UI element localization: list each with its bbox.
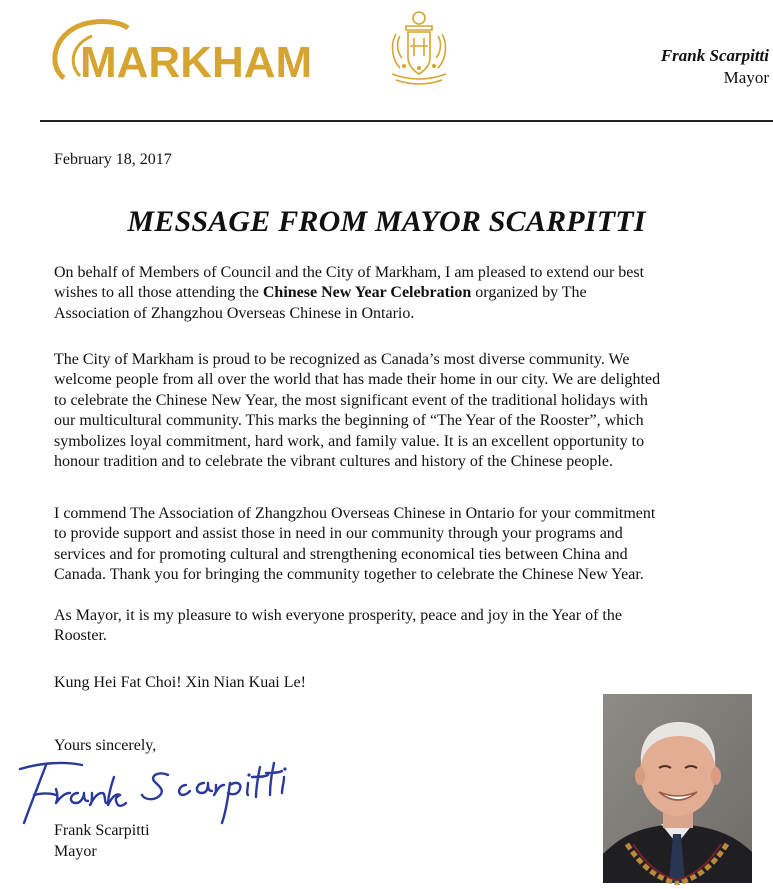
- paragraph-line: On behalf of Members of Council and the City of Markham, I am pleased to extend our best: [54, 264, 645, 281]
- signature-name: Frank Scarpitti: [54, 822, 150, 839]
- paragraph-line: I commend The Association of Zhangzhou Overseas Chinese in Ontario for your commitment: [54, 505, 656, 522]
- paragraph-line: The City of Markham is proud to be recognized as Canada’s most diverse community. We: [54, 351, 630, 368]
- paragraph-line: to celebrate the Chinese New Year, the most significant event of the traditional holidays with: [54, 391, 648, 409]
- mayor-portrait-photo: [603, 694, 752, 883]
- paragraph-line: Canada. Thank you for bringing the community together to celebrate the Chinese New Year.: [54, 566, 644, 584]
- paragraph-line: Rooster.: [54, 627, 107, 645]
- paragraph-line: to provide support and assist those in need in our community through your programs and: [54, 525, 623, 543]
- paragraph-line: Association of Zhangzhou Overseas Chinese in Ontario.: [54, 304, 415, 322]
- letter-closing: Yours sincerely,: [54, 737, 157, 754]
- letter-date: February 18, 2017: [54, 151, 172, 168]
- signature-image: [16, 755, 286, 827]
- paragraph-line: [54, 283, 734, 303]
- paragraph-line: our multicultural community. This marks the beginning of “The Year of the Rooster”, which: [54, 412, 644, 430]
- header-mayor-title: Mayor: [723, 68, 769, 87]
- letter-heading: MESSAGE FROM MAYOR SCARPITTI: [127, 205, 646, 238]
- header-mayor-name: Frank Scarpitti: [660, 46, 769, 65]
- markham-logo: [50, 16, 313, 87]
- paragraph-line: services and for promoting cultural and strengthening economical ties between China and: [54, 545, 628, 563]
- event-name: Chinese New Year Celebration: [262, 284, 472, 302]
- text-run: wishes to all those attending the: [54, 284, 263, 302]
- paragraph-line: welcome people from all over the world that has made their home in our city. We are delighted: [54, 371, 661, 389]
- logo-wordmark: MARKHAM: [80, 38, 313, 87]
- paragraph-line: Kung Hei Fat Choi! Xin Nian Kuai Le!: [54, 674, 306, 691]
- text-run: organized by The: [471, 284, 587, 302]
- paragraph-line: honour tradition and to celebrate the vibrant cultures and history of the Chinese people.: [54, 453, 613, 471]
- signature-title: Mayor: [54, 843, 97, 860]
- paragraph-line: symbolizes loyal commitment, hard work, and family value. It is an excellent opportunity to: [54, 432, 645, 450]
- paragraph-2: [54, 350, 734, 472]
- paragraph-line: As Mayor, it is my pleasure to wish everyone prosperity, peace and joy in the Year of the: [54, 607, 622, 624]
- paragraph-3: [54, 504, 734, 586]
- header-divider: [40, 120, 773, 122]
- paragraph-1: [54, 263, 734, 324]
- paragraph-4: [54, 606, 734, 647]
- paragraph-5: [54, 673, 734, 693]
- coat-of-arms-icon: [384, 8, 454, 90]
